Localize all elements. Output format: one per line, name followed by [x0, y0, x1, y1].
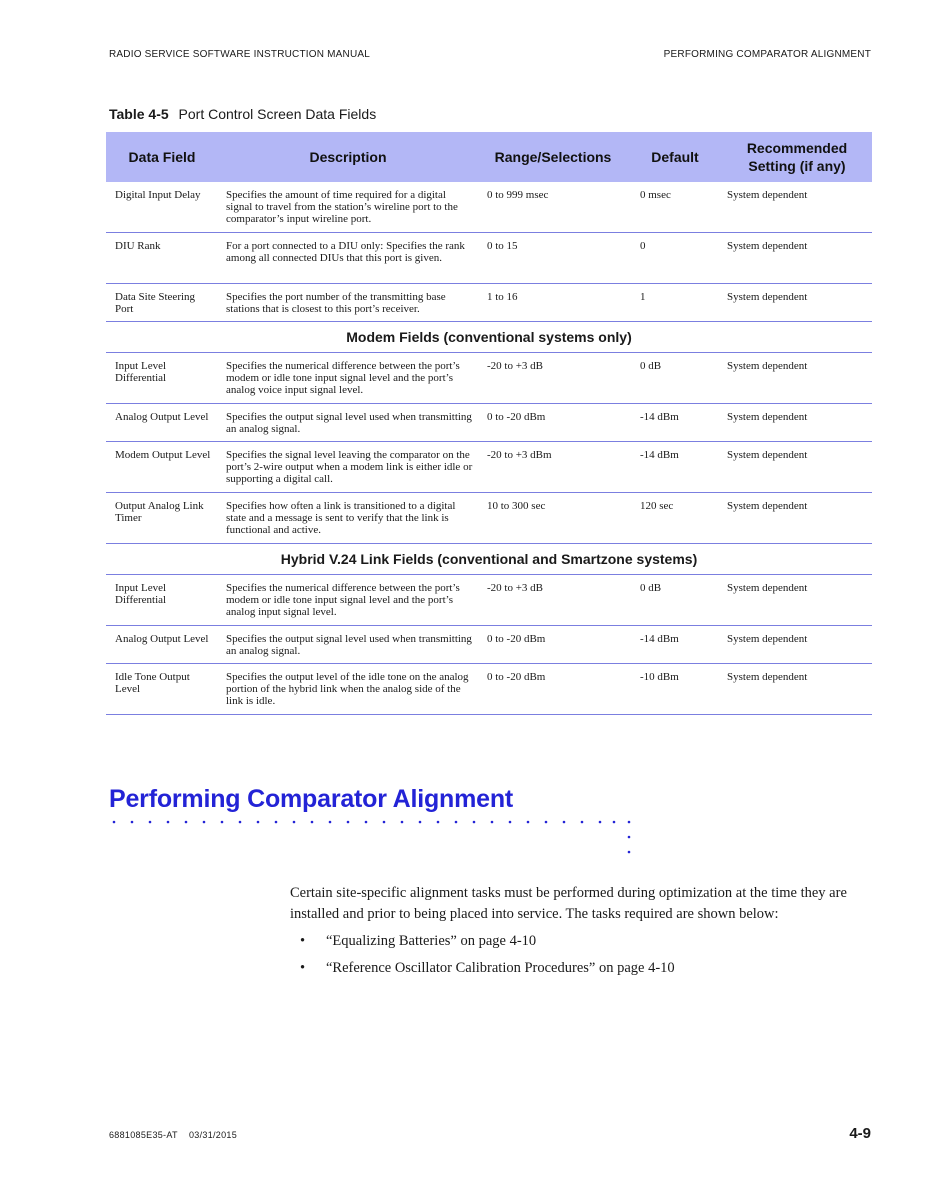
cell-default: -14 dBm — [640, 411, 679, 423]
cell-default: -14 dBm — [640, 633, 679, 645]
table-header-row — [106, 132, 872, 182]
cell-recommended: System dependent — [727, 671, 808, 683]
cell-description: Specifies the numerical difference between the port’s modem or idle tone input signal level and the port’s analog input signal level. — [226, 582, 460, 618]
table-section-heading: Hybrid V.24 Link Fields (conventional and Smartzone systems) — [106, 544, 872, 575]
table-row — [106, 284, 872, 322]
cell-data-field: Digital Input Delay — [115, 189, 201, 201]
cell-range: 0 to 999 msec — [487, 189, 549, 201]
bullet-marker: • — [300, 933, 306, 949]
cell-recommended: System dependent — [727, 633, 808, 645]
column-header: Range/Selections — [494, 149, 612, 165]
header-section-title: PERFORMING COMPARATOR ALIGNMENT — [663, 49, 871, 60]
page-footer — [109, 1125, 871, 1148]
cell-range: 0 to 15 — [487, 240, 518, 252]
cell-data-field: Input Level Differential — [115, 582, 167, 606]
footer-date: 03/31/2015 — [188, 1130, 238, 1140]
section-body-paragraph: Certain site-specific alignment tasks must be performed during optimization at the time they are installed and prior to being placed into service. The tasks required are shown below: — [290, 885, 847, 922]
table-row — [106, 182, 872, 233]
cell-data-field: Input Level Differential — [115, 360, 167, 384]
cell-range: -20 to +3 dB — [487, 360, 544, 372]
cell-description: Specifies the output signal level used when transmitting an analog signal. — [226, 411, 472, 435]
cell-recommended: System dependent — [727, 189, 808, 201]
cell-default: -10 dBm — [640, 671, 679, 683]
cell-description: Specifies the port number of the transmitting base stations that is closest to this port’s receiver. — [226, 291, 446, 315]
cell-range: 0 to -20 dBm — [487, 633, 546, 645]
cell-description: Specifies the output signal level used when transmitting an analog signal. — [226, 633, 472, 657]
cell-range: 0 to -20 dBm — [487, 671, 546, 683]
section-heading: Performing Comparator Alignment — [109, 785, 514, 813]
table-row — [106, 575, 872, 626]
table-section-heading: Modem Fields (conventional systems only) — [106, 322, 872, 353]
cell-recommended: System dependent — [727, 240, 808, 252]
cell-range: 1 to 16 — [487, 291, 518, 303]
cell-default: 0 dB — [640, 360, 662, 372]
table-row — [106, 664, 872, 715]
table-caption-title: Port Control Screen Data Fields — [178, 106, 377, 122]
cell-range: -20 to +3 dBm — [487, 449, 552, 461]
cell-recommended: System dependent — [727, 411, 808, 423]
cell-description: Specifies how often a link is transitioned to a digital state and a message is sent to verify that the link is functional and active. — [226, 500, 456, 536]
cross-reference-link[interactable]: “Equalizing Batteries” on page 4-10 — [326, 933, 537, 949]
cell-recommended: System dependent — [727, 360, 808, 372]
footer-doc-info — [109, 1130, 237, 1140]
cell-description: Specifies the amount of time required for a digital signal to travel from the station’s wireline port to the comparator’s input wireline port. — [226, 189, 458, 225]
cell-data-field: Output Analog Link Timer — [115, 500, 204, 524]
cell-description: Specifies the output level of the idle tone on the analog portion of the hybrid link when the analog side of the link is idle. — [226, 671, 469, 707]
cell-default: 120 sec — [640, 500, 674, 512]
cell-recommended: System dependent — [727, 500, 808, 512]
cell-description: Specifies the signal level leaving the comparator on the port’s 2-wire output when a modem link is either idle or supporting a digital call. — [226, 449, 473, 485]
cell-data-field: Modem Output Level — [115, 449, 211, 461]
cell-recommended: System dependent — [727, 449, 808, 461]
cell-range: 10 to 300 sec — [487, 500, 546, 512]
cell-default: 0 msec — [640, 189, 671, 201]
table-row — [106, 233, 872, 284]
column-header: Recommended Setting (if any) — [746, 140, 848, 174]
table-caption — [109, 106, 376, 122]
column-header: Description — [309, 149, 387, 165]
data-table — [106, 132, 872, 715]
table-row — [106, 404, 872, 442]
dotted-rule-decoration — [109, 812, 634, 862]
cell-description: For a port connected to a DIU only: Specifies the rank among all connected DIUs that this port is given. — [226, 240, 465, 264]
cell-default: 0 — [640, 240, 646, 252]
header-manual-title: RADIO SERVICE SOFTWARE INSTRUCTION MANUAL — [109, 49, 371, 60]
cell-data-field: Data Site Steering Port — [115, 291, 196, 315]
column-header: Default — [651, 149, 699, 165]
table-row — [106, 353, 872, 404]
cell-data-field: Idle Tone Output Level — [115, 671, 190, 695]
table-row — [106, 493, 872, 544]
column-header: Data Field — [128, 149, 196, 165]
cell-range: -20 to +3 dB — [487, 582, 544, 594]
cell-recommended: System dependent — [727, 582, 808, 594]
cell-recommended: System dependent — [727, 291, 808, 303]
cell-default: -14 dBm — [640, 449, 679, 461]
cell-data-field: Analog Output Level — [115, 411, 209, 423]
table-caption-number: Table 4-5 — [109, 106, 169, 122]
table-row — [106, 626, 872, 664]
cell-data-field: Analog Output Level — [115, 633, 209, 645]
table-row — [106, 442, 872, 493]
page-number: 4-9 — [849, 1125, 871, 1142]
cell-description: Specifies the numerical difference between the port’s modem or idle tone input signal level and the port’s analog voice input signal level. — [226, 360, 460, 396]
footer-doc-id: 6881085E35-AT — [109, 1130, 178, 1140]
cell-data-field: DIU Rank — [115, 240, 161, 252]
running-header — [109, 49, 871, 63]
cell-range: 0 to -20 dBm — [487, 411, 546, 423]
cross-reference-link[interactable]: “Reference Oscillator Calibration Procedures” on page 4-10 — [326, 960, 675, 976]
bullet-marker: • — [300, 960, 306, 976]
cell-default: 0 dB — [640, 582, 662, 594]
cell-default: 1 — [640, 291, 646, 303]
